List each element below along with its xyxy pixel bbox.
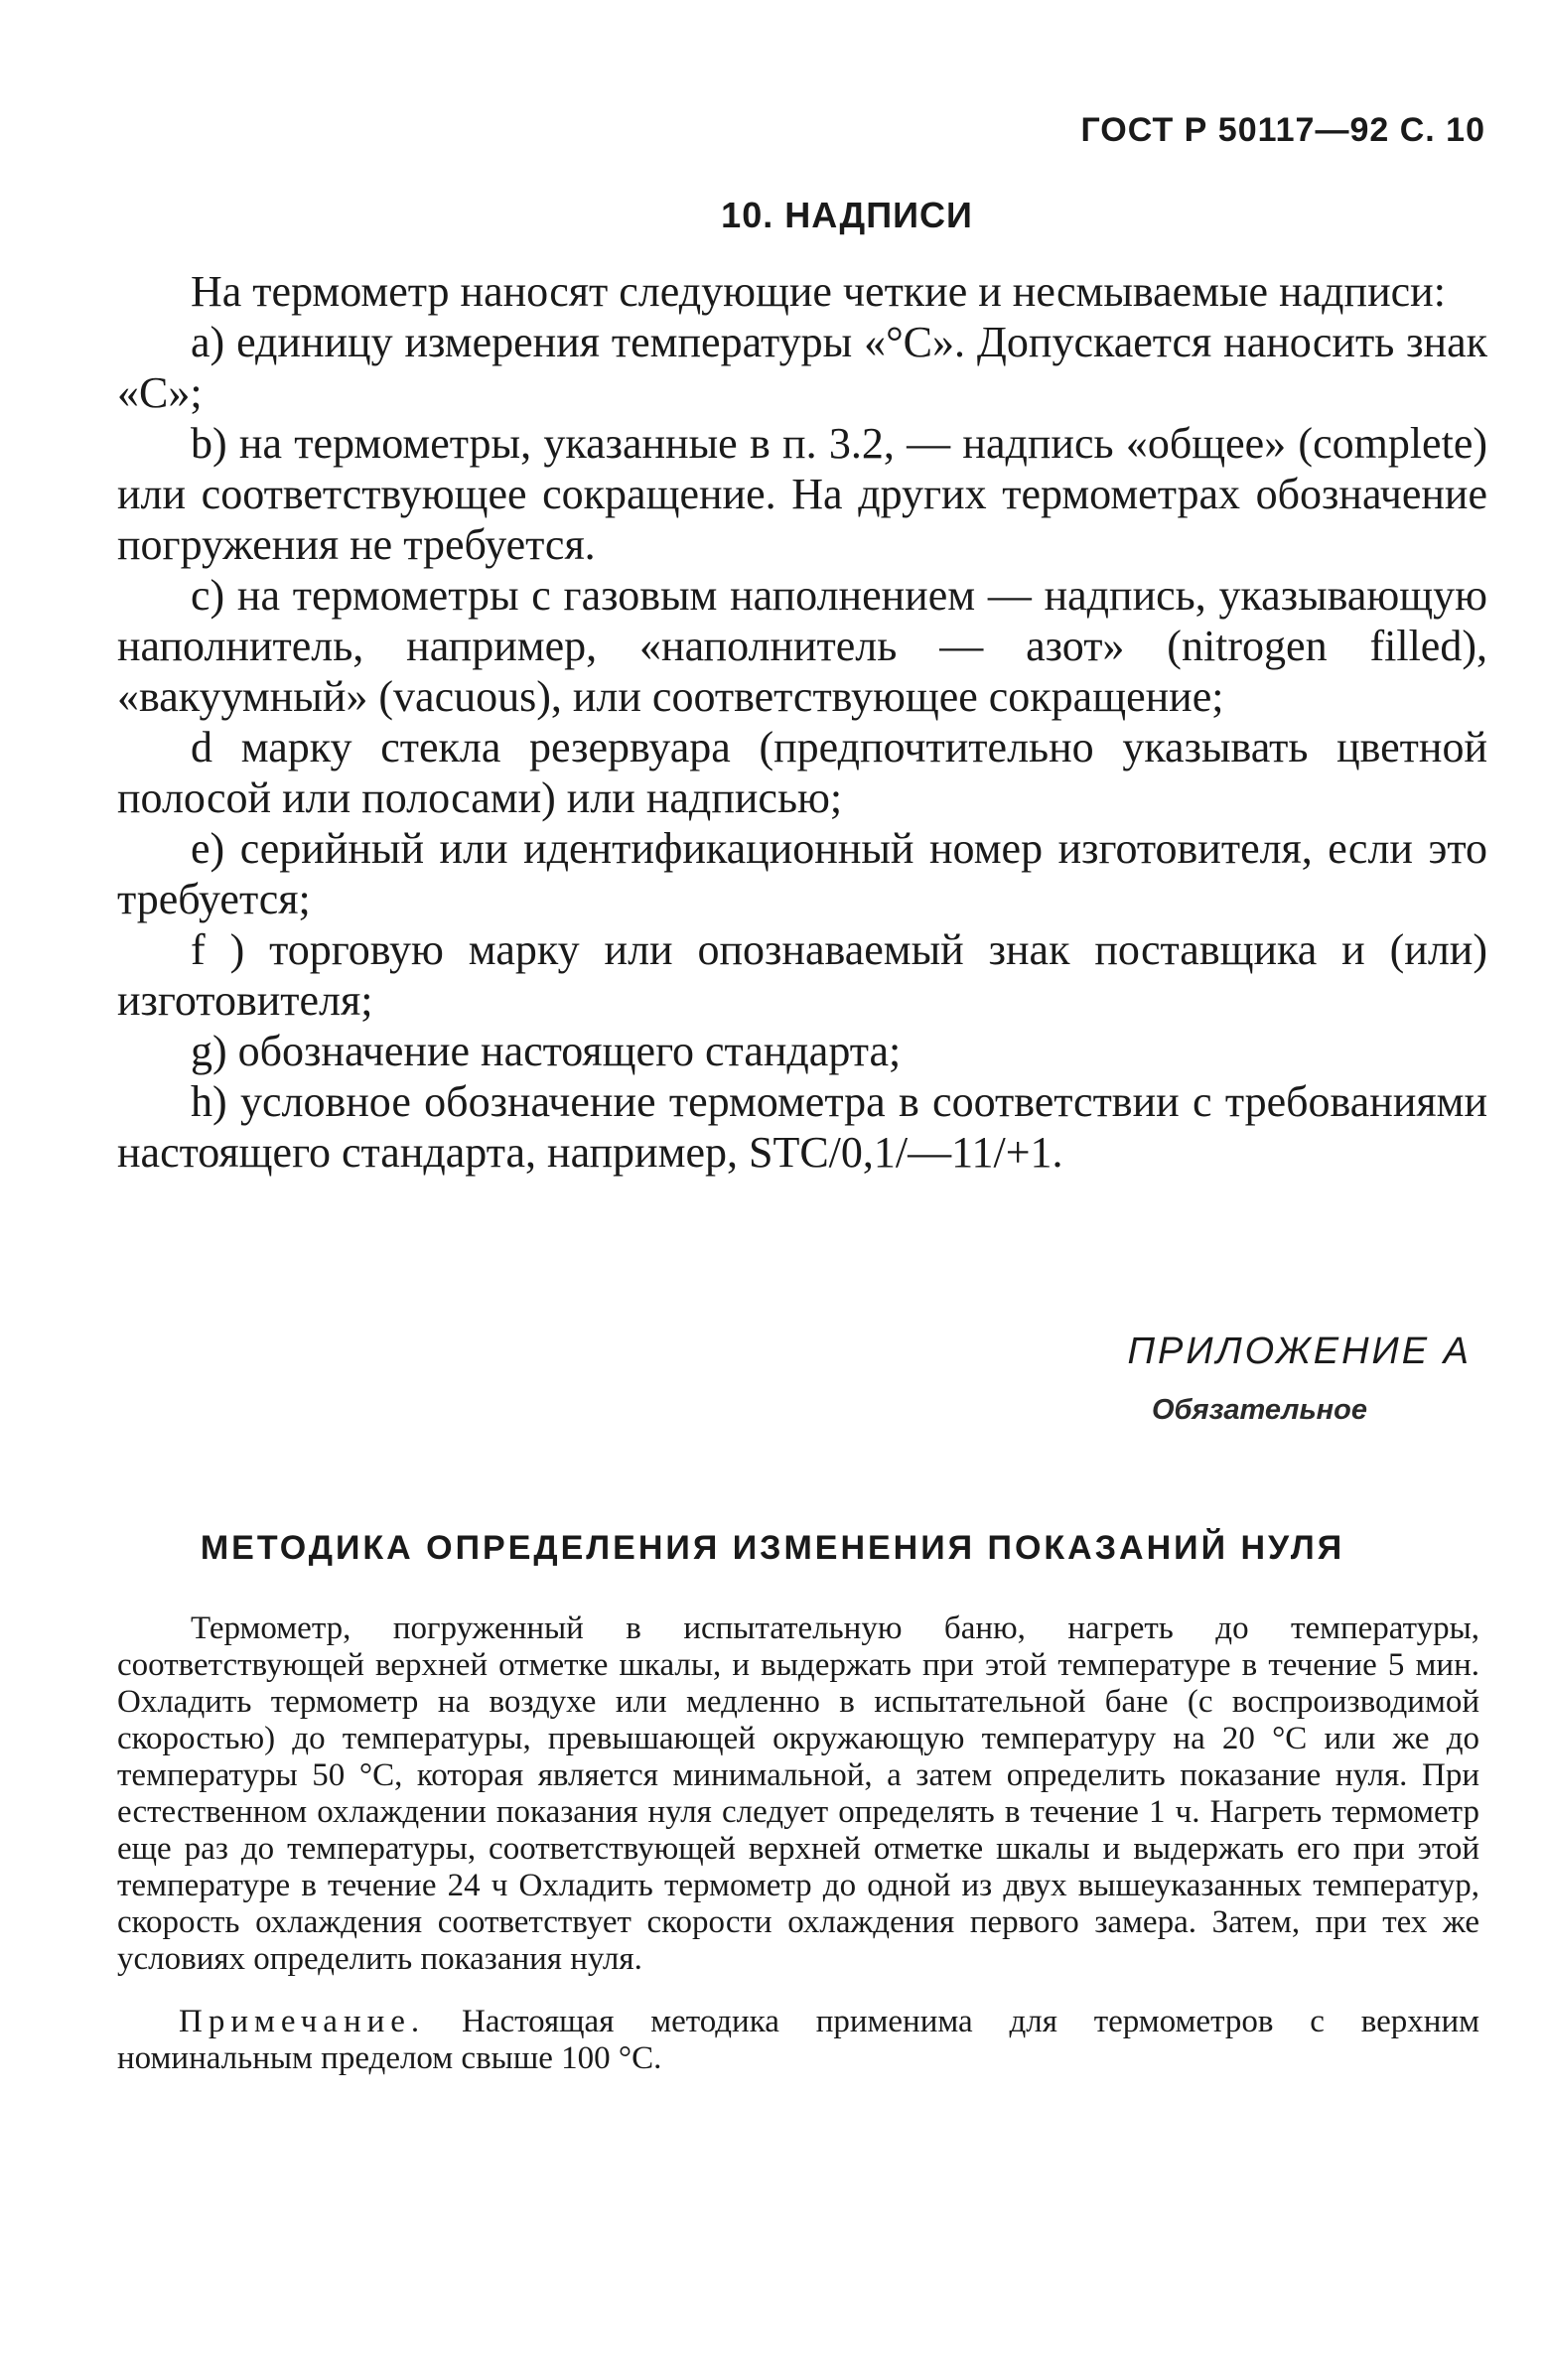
page-header: ГОСТ Р 50117—92 С. 10 bbox=[1080, 111, 1485, 149]
item-h: h) условное обозначение термометра в соответствии с требованиями настоящего стандарта, например, STC/0,1/—11/+1. bbox=[117, 1077, 1487, 1177]
item-d: d марку стекла резервуара (предпочтительно указывать цветной полосой или полосами) или надписью; bbox=[117, 723, 1487, 822]
section-title: 10. НАДПИСИ bbox=[721, 195, 973, 235]
appendix-status: Обязательное bbox=[1152, 1394, 1368, 1426]
method-paragraph: Термометр, погруженный в испытательную баню, нагреть до температуры, соответствующей верхней отметке шкалы, и выдержать при этой температуре в течение 5 мин. Охладить термометр на воздухе или медленно в испытательной бане (с воспроизводимой скоростью) до температуры, превышающей окружающую температуру на 20 °С или же до температуры 50 °С, которая является минимальной, а затем определить показание нуля. При естественном охлаждении показания нуля следует определять в течение 1 ч. Нагреть термометр еще раз до температуры, соответствующей верхней отметке шкалы и выдержать его при этой температуре в течение 24 ч Охладить термометр до одной из двух вышеуказанных температур, скорость охлаждения соответствует скорости охлаждения первого замера. Затем, при тех же условиях определить показания нуля. bbox=[117, 1610, 1479, 1977]
inscriptions-section bbox=[117, 266, 1487, 1178]
appendix-label: ПРИЛОЖЕНИЕ А bbox=[1127, 1330, 1472, 1372]
item-e: е) серийный или идентификационный номер изготовителя, если это требуется; bbox=[117, 824, 1487, 923]
note-paragraph bbox=[117, 2004, 1479, 2077]
appendix-title: МЕТОДИКА ОПРЕДЕЛЕНИЯ ИЗМЕНЕНИЯ ПОКАЗАНИЙ НУЛЯ bbox=[200, 1529, 1345, 1567]
intro-paragraph: На термометр наносят следующие четкие и несмываемые надписи: bbox=[191, 267, 1446, 316]
item-c: с) на термометры с газовым наполнением — надпись, указывающую наполнитель, например, «наполнитель — азот» (nitrogen filled), «вакуумный» (vacuous), или соответствующее сокращение; bbox=[117, 571, 1487, 721]
item-f: f ) торговую марку или опознаваемый знак поставщика и (или) изготовителя; bbox=[117, 925, 1487, 1025]
note-label: Примечание. bbox=[179, 2004, 426, 2039]
method-section bbox=[117, 1610, 1479, 1978]
item-b: b) на термометры, указанные в п. 3.2, — надпись «общее» (complete) или соответствующее сокращение. На других термометрах обозначение погружения не требуется. bbox=[117, 419, 1487, 569]
note-text: Настоящая методика применима для термометров с верхним номинальным пределом свыше 100 °С. bbox=[117, 2004, 1479, 2076]
item-g: g) обозначение настоящего стандарта; bbox=[191, 1027, 902, 1075]
item-a: а) единицу измерения температуры «°С». Допускается наносить знак «С»; bbox=[117, 318, 1487, 417]
